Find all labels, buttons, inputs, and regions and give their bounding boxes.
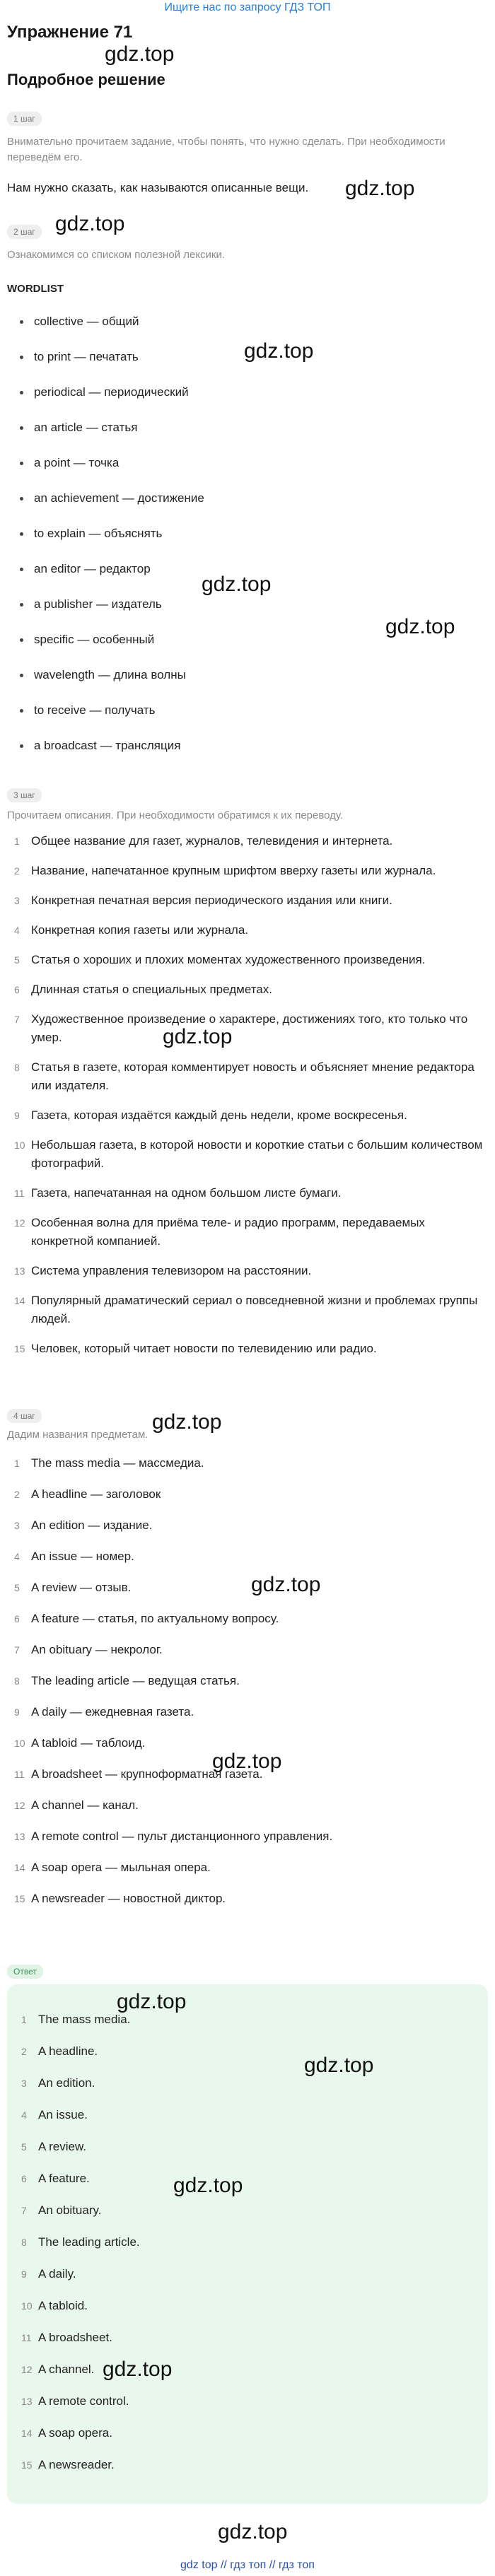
list-item: 4 Конкретная копия газеты или журнала. <box>14 923 249 937</box>
step-note: Внимательно прочитаем задание, чтобы понять, что нужно сделать. При необходимости переведём его. <box>7 136 446 163</box>
step-note: Ознакомимся со списком полезной лексики. <box>7 249 226 261</box>
description-list <box>0 832 495 1358</box>
word-item: a point — точка <box>34 456 495 491</box>
list-item: 8 Статья в газете, которая комментирует новость и объясняет мнение редактора или издателя. <box>14 1060 474 1092</box>
list-item: 5 Статья о хороших и плохих моментах художественного произведения. <box>14 953 426 966</box>
watermark: gdz.top <box>212 1750 282 1773</box>
page-title: Упражнение 71 <box>7 23 133 42</box>
list-item: 14 A soap opera. <box>21 2426 112 2440</box>
list-item: 11 A broadsheet — крупноформатная газета. <box>14 1767 263 1781</box>
watermark: gdz.top <box>345 177 415 200</box>
step-badge: 1 шаг <box>7 112 42 126</box>
list-item: 1 The mass media. <box>21 2013 131 2026</box>
list-item: 6 A feature — статья, по актуальному вопросу. <box>14 1612 279 1625</box>
list-item: 12 A channel. <box>21 2363 95 2376</box>
list-item: 3 Конкретная печатная версия периодического издания или книги. <box>14 894 392 907</box>
list-item: 7 Художественное произведение о характере, достижениях того, кто только что умер. <box>14 1012 468 1044</box>
watermark: gdz.top <box>55 212 125 235</box>
word-item: periodical — периодический <box>34 385 495 421</box>
list-item: 13 Система управления телевизором на расстоянии. <box>14 1264 312 1277</box>
step-text: Нам нужно сказать, как называются описанные вещи. <box>7 181 309 194</box>
step-1 <box>0 112 495 195</box>
step-2 <box>0 225 495 774</box>
watermark: gdz.top <box>385 615 455 638</box>
list-item: 13 A remote control — пульт дистанционного управления. <box>14 1829 333 1843</box>
list-item: 15 A newsreader — новостной диктор. <box>14 1892 226 1905</box>
list-item: 2 A headline — заголовок <box>14 1487 161 1501</box>
word-item: a broadcast — трансляция <box>34 739 495 774</box>
watermark: gdz.top <box>152 1410 222 1434</box>
list-item: 8 The leading article. <box>21 2235 140 2249</box>
word-item: to receive — получать <box>34 703 495 739</box>
word-item: collective — общий <box>34 315 495 350</box>
watermark: gdz.top <box>202 573 272 596</box>
watermark: gdz.top <box>163 1025 233 1048</box>
word-item: an editor — редактор <box>34 562 495 597</box>
watermark: gdz.top <box>218 2520 288 2543</box>
list-item: 8 The leading article — ведущая статья. <box>14 1674 240 1687</box>
list-item: 11 Газета, напечатанная на одном большом листе бумаги. <box>14 1186 342 1200</box>
word-item: an achievement — достижение <box>34 491 495 527</box>
watermark: gdz.top <box>103 2358 173 2381</box>
step-note: Дадим названия предметам. <box>7 1429 148 1441</box>
list-item: 5 A review — отзыв. <box>14 1581 132 1594</box>
list-item: 1 The mass media — массмедиа. <box>14 1456 204 1470</box>
list-item: 12 A channel — канал. <box>14 1798 139 1812</box>
watermark: gdz.top <box>173 2174 243 2197</box>
list-item: 10 A tabloid. <box>21 2299 88 2312</box>
step-badge: 4 шаг <box>7 1409 42 1423</box>
names-list <box>0 1454 495 1908</box>
watermark: gdz.top <box>251 1573 321 1596</box>
list-item: 15 Человек, который читает новости по телевидению или радио. <box>14 1342 377 1355</box>
list-item: 9 A daily — ежедневная газета. <box>14 1705 194 1719</box>
list-item: 14 A soap opera — мыльная опера. <box>14 1861 211 1874</box>
word-item: an article — статья <box>34 421 495 456</box>
list-item: 4 An issue — номер. <box>14 1550 134 1563</box>
footer-links[interactable]: gdz top // гдз топ // гдз топ <box>180 2559 315 2571</box>
solution-heading: Подробное решение <box>7 71 165 88</box>
answer-badge: Ответ <box>7 1965 43 1979</box>
wordlist <box>0 315 495 774</box>
list-item: 10 A tabloid — таблоид. <box>14 1736 146 1750</box>
answer-list <box>7 2013 488 2490</box>
list-item: 9 A daily. <box>21 2267 76 2281</box>
list-item: 1 Общее название для газет, журналов, телевидения и интернета. <box>14 834 393 848</box>
list-item: 10 Небольшая газета, в которой новости и короткие статьи с большим количеством фотографий. <box>14 1138 483 1170</box>
list-item: 9 Газета, которая издаётся каждый день недели, кроме воскресенья. <box>14 1108 407 1122</box>
word-item: specific — особенный <box>34 633 495 668</box>
word-item: a publisher — издатель <box>34 597 495 633</box>
list-item: 6 A feature. <box>21 2172 90 2185</box>
list-item: 11 A broadsheet. <box>21 2331 112 2344</box>
list-item: 12 Особенная волна для приёма теле- и радио программ, передаваемых конкретной компанией. <box>14 1216 425 1248</box>
watermark: gdz.top <box>304 2054 374 2077</box>
watermark: gdz.top <box>105 42 175 66</box>
answer-section <box>0 1965 495 2504</box>
step-4 <box>0 1409 495 1908</box>
step-badge: 2 шаг <box>7 225 42 239</box>
list-item: 7 An obituary — некролог. <box>14 1643 163 1656</box>
list-item: 13 A remote control. <box>21 2394 129 2408</box>
watermark: gdz.top <box>244 339 314 363</box>
list-item: 15 A newsreader. <box>21 2458 115 2471</box>
list-item: 3 An edition — издание. <box>14 1518 153 1532</box>
word-item: to explain — объяснять <box>34 527 495 562</box>
list-item: 5 A review. <box>21 2140 87 2153</box>
word-item: wavelength — длина волны <box>34 668 495 703</box>
list-item: 7 An obituary. <box>21 2203 102 2217</box>
list-item: 2 Название, напечатанное крупным шрифтом вверху газеты или журнала. <box>14 864 436 877</box>
word-item: to print — печатать <box>34 350 495 385</box>
list-item: 3 An edition. <box>21 2076 95 2090</box>
list-item: 4 An issue. <box>21 2108 88 2121</box>
top-banner[interactable]: Ищите нас по запросу ГДЗ ТОП <box>164 1 331 13</box>
list-item: 2 A headline. <box>21 2044 98 2058</box>
step-badge: 3 шаг <box>7 788 42 802</box>
list-item: 6 Длинная статья о специальных предметах. <box>14 983 272 996</box>
step-note: Прочитаем описания. При необходимости обратимся к их переводу. <box>7 809 344 821</box>
list-item: 14 Популярный драматический сериал о повседневной жизни и проблемах группы людей. <box>14 1294 478 1325</box>
step-3 <box>0 788 495 1358</box>
watermark: gdz.top <box>117 1990 187 2013</box>
wordlist-title: WORDLIST <box>7 283 64 295</box>
answer-box <box>7 1984 488 2504</box>
